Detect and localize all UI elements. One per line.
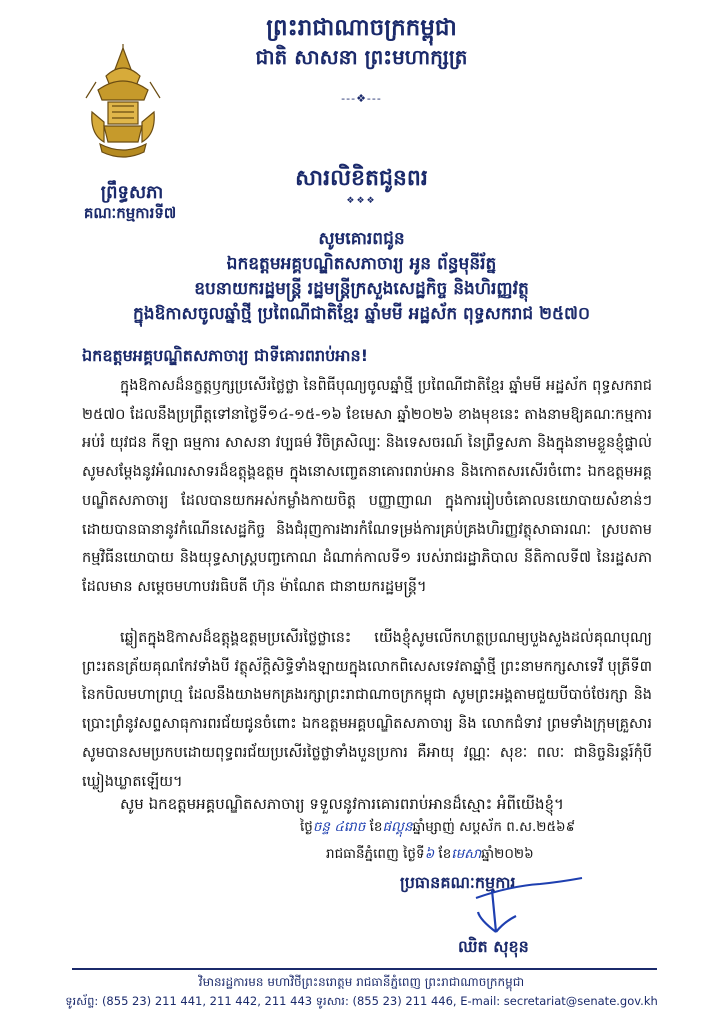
- salutation: ឯកឧត្តមអគ្គបណ្ឌិតសភាចារ្យ ជាទីគោរពរាប់អាន!: [82, 346, 368, 365]
- date-civil-handwritten-day: ៦: [424, 846, 435, 862]
- closing-text: សូម ឯកឧត្តមអគ្គបណ្ឌិតសភាចារ្យ ទទួលនូវការគោរពរាប់អានដ៏ស្មោះ អំពីយើងខ្ញុំ។: [120, 795, 564, 813]
- addressee-line-1: ឯកឧត្តមអគ្គបណ្ឌិតសភាចារ្យ អូន ព័ន្ធមុនីរ័ត្ន: [226, 254, 497, 274]
- footer-address: វិមានរដ្ឋការមន មហាវិថីព្រះនរោត្តម រាជធានីភ្នំពេញ ព្រះរាជាណាចក្រកម្ពុជា: [198, 975, 525, 989]
- paragraph-text: ក្នុងឱកាសដ៏នក្ខត្តឫក្សប្រសើរថ្លៃថ្លា នៃពិធីបុណ្យចូលឆ្នាំថ្មី ប្រពៃណីជាតិខ្មែរ ឆ្នាំមមី អដ្ឋស័ក ពុទ្ធសករាជ ២៥៧០ ដែលនឹងប្រព្រឹត្តទៅនាថ្ងៃទី១៤-១៥-១៦ ខែមេសា ឆ្នាំ២០២៦ ខាងមុខនេះ តាងនាមឱ្យគណៈកម្មការអប់រំ យុវជន កីឡា ធម្មការ សាសនា វប្បធម៌ វិចិត្រសិល្បៈ និងទេសចរណ៍ នៃព្រឹទ្ធសភា និងក្នុងនាមខ្លួនខ្ញុំផ្ទាល់ សូមសម្តែងនូវអំណរសាទរដ៏ឧត្តុង្គឧត្តម ក្នុងនោសញ្ចេតនាគោរពរាប់អាន និងកោតសរសើរចំពោះ ឯកឧត្តមអគ្គបណ្ឌិតសភាចារ្យ ដែលបានយកអស់កម្លាំងកាយចិត្ត បញ្ញាញាណ ក្នុងការរៀបចំគោលនយោបាយសំខាន់ៗ ដោយបានធានានូវកំណើនសេដ្ឋកិច្ច និងជំរុញការងារកំណែទម្រង់ការគ្រប់គ្រងហិរញ្ញវត្ថុសាធារណៈ ស្របតាមកម្មវិធីនយោបាយ និងយុទ្ធសាស្ត្របញ្ចកោណ ដំណាក់កាលទី១ របស់រាជរដ្ឋាភិបាល នីតិកាលទី៧ នៃរដ្ឋសភា ដែលមាន សម្តេចមហាបវរធិបតី ហ៊ុន ម៉ាណែត ជានាយករដ្ឋមន្ត្រី។: [82, 378, 652, 595]
- sender-commission: គណៈកម្មការទី៧: [83, 204, 177, 222]
- date-civil: [326, 845, 534, 865]
- paragraph-text: ឆ្លៀតក្នុងឱកាសដ៏ឧត្តុង្គឧត្តមប្រសើរថ្លៃថ្លានេះ យើងខ្ញុំសូមលើកហត្ថប្រណម្យបួងសួងដល់គុណបុណ្យព្រះរតនត្រ័យគុណកែវទាំងបី វត្ថុស័ក្តិសិទ្ធិទាំងឡាយក្នុងលោកពិសេសទេវតាឆ្នាំថ្មី ព្រះនាមកក្សសាទេវី បុត្រីទី៣ នៃកបិលមហាព្រហ្ម ដែលនឹងយាងមកគ្រងរក្សាព្រះរាជាណាចក្រកម្ពុជា សូមព្រះអង្គតាមជួយបីបាច់ថែរក្សា និងប្រោះព្រំនូវសព្ទសាធុការពរជ័យជូនចំពោះ ឯកឧត្តមអគ្គបណ្ឌិតសភាចារ្យ និង លោកជំទាវ ព្រមទាំងក្រុមគ្រួសារ សូមបានសមប្រកបដោយពុទ្ធពរជ័យប្រសើរថ្លៃថ្លាទាំងបួនប្រការ គឺអាយុ វណ្ណៈ សុខៈ ពលៈ ជានិច្ចនិរន្តរ៍កុំបីឃ្លៀងឃ្លាតឡើយ។: [82, 630, 652, 790]
- date-lunar-prefix: ថ្ងៃ: [300, 819, 313, 835]
- signer-title: ប្រធានគណៈកម្មការ: [400, 873, 516, 892]
- letter-title: សារលិខិតជូនពរ: [295, 166, 428, 191]
- sender-senate: ព្រឹទ្ធសភា: [100, 182, 164, 203]
- footer-divider: [72, 968, 657, 970]
- date-civil-month-prefix: ខែ: [438, 846, 452, 862]
- date-civil-prefix: រាជធានីភ្នំពេញ ថ្ងៃទី: [326, 846, 425, 862]
- signature-icon: [470, 876, 590, 938]
- footer-contact: ទូរស័ព្ទ: (855 23) 211 441, 211 442, 211 443 ទូរសារ: (855 23) 211 446, E-mail: secretariat@senate.gov.kh: [65, 994, 658, 1008]
- date-civil-suffix: ឆ្នាំ២០២៦: [481, 846, 534, 862]
- addressee-line-3: ក្នុងឱកាសចូលឆ្នាំថ្មី ប្រពៃណីជាតិខ្មែរ ឆ្នាំមមី អដ្ឋស័ក ពុទ្ធសករាជ ២៥៧០: [133, 304, 590, 324]
- addressee-line-2: ឧបនាយករដ្ឋមន្ត្រី រដ្ឋមន្ត្រីក្រសួងសេដ្ឋកិច្ច និងហិរញ្ញវត្ថុ: [194, 279, 529, 299]
- date-lunar-handwritten-day: ចន្ទ ៤រោច: [312, 819, 366, 835]
- royal-emblem-icon: [84, 42, 162, 162]
- title-ornament: ❖❖❖: [346, 196, 377, 206]
- date-civil-handwritten-month: មេសា: [451, 846, 482, 862]
- header-ornament: ---❖---: [341, 92, 382, 105]
- date-lunar-month-prefix: ខែ: [369, 819, 383, 835]
- body-paragraph-2: [82, 624, 652, 796]
- date-lunar: [300, 818, 575, 838]
- date-lunar-handwritten-month: ផល្គុន: [382, 819, 413, 835]
- body-paragraph-1: [82, 372, 652, 602]
- closing-line: [82, 790, 652, 819]
- national-motto: ជាតិ សាសនា ព្រះមហាក្សត្រ: [255, 45, 468, 69]
- kingdom-title: ព្រះរាជាណាចក្រកម្ពុជា: [266, 15, 457, 41]
- respectfully-line: សូមគោរពជូន: [318, 229, 405, 249]
- date-lunar-suffix: ឆ្នាំម្សាញ់ សប្តស័ក ព.ស.២៥៦៩: [412, 819, 576, 835]
- signer-name: ឈិត សុខុន: [458, 937, 529, 956]
